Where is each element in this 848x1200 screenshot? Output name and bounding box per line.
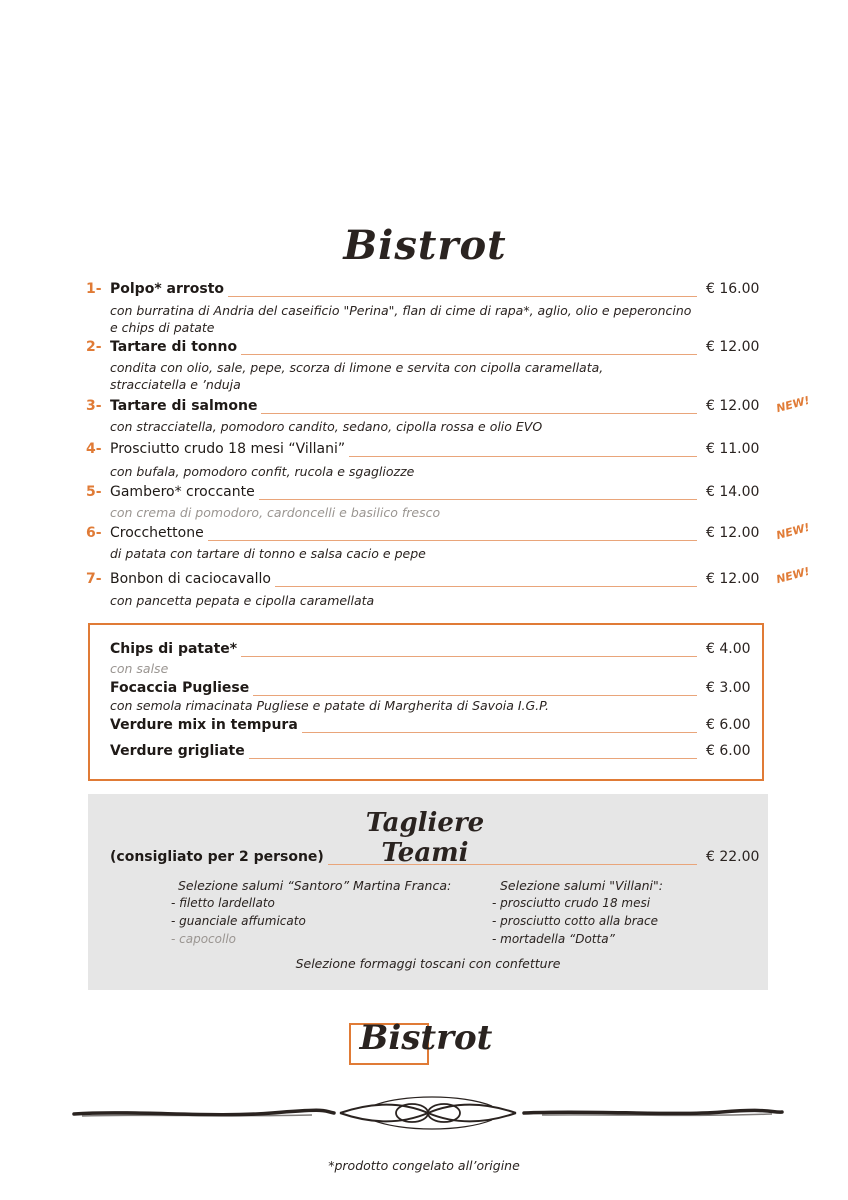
menu-item-6	[86, 525, 766, 545]
description-line: con burratina di Andria del caseificio "Perina", flan di cime di rapa*, aglio, olio e peperoncino	[110, 303, 692, 318]
item-description: con semola rimacinata Pugliese e patate di Margherita di Savoia I.G.P.	[110, 698, 549, 713]
item-price: € 11.00	[706, 441, 760, 457]
item-description	[110, 359, 710, 393]
menu-item-5	[86, 484, 766, 504]
side-item	[110, 743, 760, 763]
new-badge: NEW!	[774, 393, 811, 416]
item-description	[110, 463, 710, 480]
item-description	[110, 302, 710, 336]
list-item: - prosciutto crudo 18 mesi	[492, 896, 651, 910]
menu-item-1	[86, 281, 766, 301]
salumi-villani-list	[492, 894, 658, 948]
item-description: con salse	[110, 661, 169, 676]
menu-item-3	[86, 398, 766, 418]
item-name: Polpo* arrosto	[110, 281, 228, 297]
item-name: Prosciutto crudo 18 mesi “Villani”	[110, 441, 349, 457]
item-number: 2-	[86, 339, 102, 355]
description-line: con crema di pomodoro, cardoncelli e basilico fresco	[110, 505, 441, 520]
side-item	[110, 641, 760, 661]
platter-label: (consigliato per 2 persone)	[110, 849, 328, 865]
salumi-villani-heading: Selezione salumi "Villani":	[500, 878, 663, 893]
item-name: Bonbon di caciocavallo	[110, 571, 275, 587]
description-line: stracciatella e ’nduja	[110, 377, 241, 392]
logo: Bistrot	[359, 1018, 493, 1058]
item-price: € 12.00	[706, 398, 760, 414]
item-price: € 12.00	[706, 571, 760, 587]
list-item: - filetto lardellato	[171, 896, 275, 910]
platter-price-row	[110, 849, 760, 869]
item-name: Verdure mix in tempura	[110, 717, 302, 733]
description-line: di patata con tartare di tonno e salsa cacio e pepe	[110, 546, 426, 561]
new-badge: NEW!	[774, 564, 811, 587]
description-line: con bufala, pomodoro confit, rucola e sgagliozze	[110, 464, 415, 479]
item-description	[110, 418, 710, 435]
list-item: - prosciutto cotto alla brace	[492, 914, 658, 928]
item-name: Gambero* croccante	[110, 484, 259, 500]
salumi-santoro-heading: Selezione salumi “Santoro” Martina Franca:	[178, 878, 452, 893]
menu-item-2	[86, 339, 766, 359]
description-line: e chips di patate	[110, 320, 215, 335]
item-name: Tartare di tonno	[110, 339, 241, 355]
side-item	[110, 717, 760, 737]
menu-item-7	[86, 571, 766, 591]
description-line: con pancetta pepata e cipolla caramellata	[110, 593, 375, 608]
item-name: Chips di patate*	[110, 641, 241, 657]
item-name: Tartare di salmone	[110, 398, 261, 414]
item-price: € 6.00	[706, 743, 751, 759]
item-price: € 12.00	[706, 339, 760, 355]
menu-item-4	[86, 441, 766, 461]
item-number: 4-	[86, 441, 102, 457]
item-number: 5-	[86, 484, 102, 500]
platter-title: Tagliere Teami	[365, 808, 485, 868]
item-number: 1-	[86, 281, 102, 297]
item-name: Verdure grigliate	[110, 743, 249, 759]
list-item: - mortadella “Dotta”	[492, 932, 615, 946]
item-name: Focaccia Pugliese	[110, 680, 253, 696]
item-number: 3-	[86, 398, 102, 414]
item-number: 7-	[86, 571, 102, 587]
item-description	[110, 592, 710, 609]
item-price: € 16.00	[706, 281, 760, 297]
item-price: € 6.00	[706, 717, 751, 733]
list-item: - capocollo	[171, 932, 237, 946]
page-title: Bistrot	[343, 222, 507, 269]
item-price: € 3.00	[706, 680, 751, 696]
description-line: con stracciatella, pomodoro candito, sedano, cipolla rossa e olio EVO	[110, 419, 543, 434]
item-description	[110, 545, 710, 562]
footnote: *prodotto congelato all’origine	[328, 1158, 520, 1173]
platter-price: € 22.00	[706, 849, 760, 865]
item-description	[110, 504, 710, 521]
new-badge: NEW!	[774, 520, 811, 543]
list-item: - guanciale affumicato	[171, 914, 306, 928]
item-price: € 4.00	[706, 641, 751, 657]
brush-divider-ornament	[72, 1088, 784, 1136]
item-name: Crocchettone	[110, 525, 208, 541]
item-price: € 12.00	[706, 525, 760, 541]
cheese-selection: Selezione formaggi toscani con confetture	[295, 956, 561, 971]
item-number: 6-	[86, 525, 102, 541]
description-line: condita con olio, sale, pepe, scorza di limone e servita con cipolla caramellata,	[110, 360, 604, 375]
salumi-santoro-list	[171, 894, 306, 948]
item-price: € 14.00	[706, 484, 760, 500]
